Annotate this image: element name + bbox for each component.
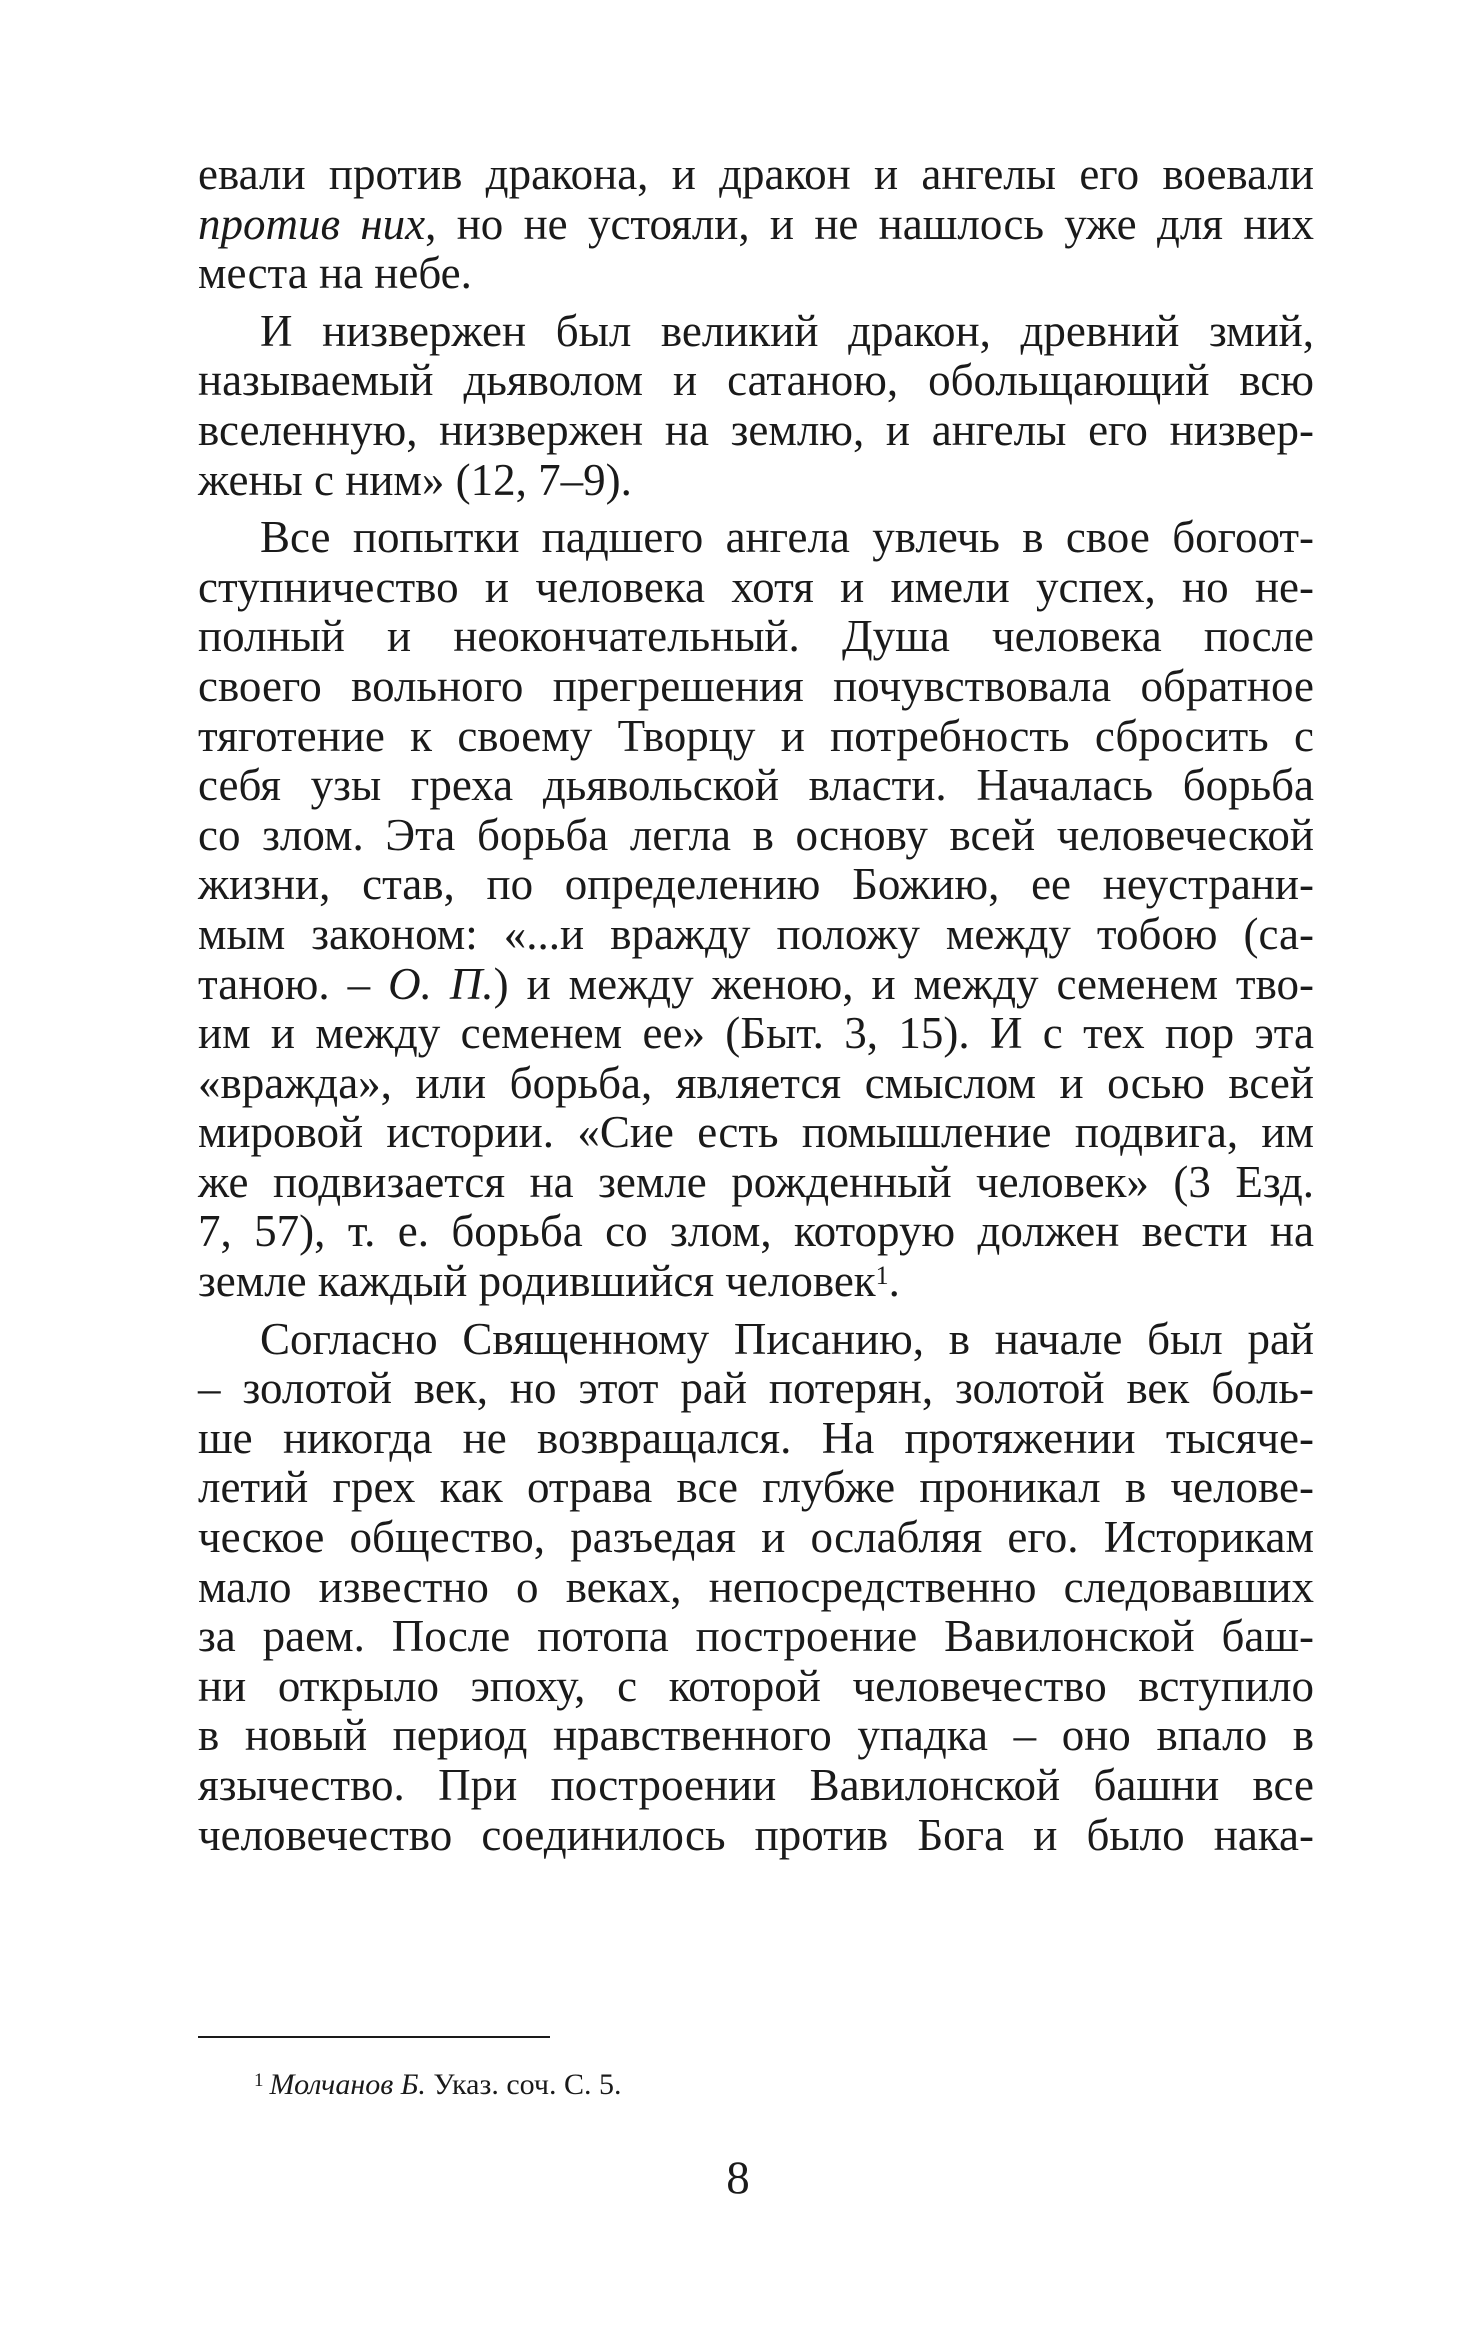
text-line: себя узы греха дьявольской власти. Началась борьба (198, 760, 1314, 811)
footnote-reference: 1 (875, 1261, 889, 1291)
paragraph (198, 1315, 1314, 1861)
text-line: евали против дракона, и дракон и ангелы его воевали (198, 149, 1314, 199)
text-line: им и между семенем ее» (Быт. 3, 15). И с тех пор эта (198, 1008, 1314, 1059)
text-line: Все попытки падшего ангела увлечь в свое богоот- (260, 512, 1314, 563)
text-line: мировой истории. «Сие есть помышление подвига, им (198, 1107, 1314, 1158)
text-line: тяготение к своему Творцу и потребность сбросить с (198, 710, 1314, 761)
text-line: ступничество и человека хотя и имели успех, но не- (198, 561, 1314, 612)
text-line: вселенную, низвержен на землю, и ангелы его низвер- (198, 404, 1314, 455)
text-line: мым законом: «...и вражду положу между тобою (са- (198, 908, 1314, 959)
footnote-marker: 1 (254, 2070, 264, 2091)
text-line: против них, но не устояли, и не нашлось уже для них (198, 198, 1314, 249)
paragraph (198, 307, 1314, 505)
paragraph (198, 513, 1314, 1307)
footnote (254, 2067, 621, 2103)
text-line: земле каждый родившийся человек$^1$. (198, 1256, 900, 1307)
text-line: своего вольного прегрешения почувствовала обратное (198, 660, 1314, 711)
text-line: ни открыло эпоху, с которой человечество вступило (198, 1660, 1314, 1711)
text-line: называемый дьяволом и сатаною, обольщающий всю (198, 355, 1314, 406)
text-line: места на небе. (198, 248, 472, 299)
text-line: Согласно Священному Писанию, в начале был рай (260, 1313, 1314, 1364)
text-line: таною. – О. П.) и между женою, и между семенем тво- (198, 958, 1314, 1009)
text-line: со злом. Эта борьба легла в основу всей человеческой (198, 809, 1314, 860)
footnote-divider (198, 2036, 550, 2038)
text-line: в новый период нравственного упадка – оно впало в (198, 1710, 1314, 1761)
paragraph (198, 150, 1314, 299)
text-line: язычество. При построении Вавилонской башни все (198, 1760, 1314, 1810)
text-line: жены с ним» (12, 7–9). (198, 454, 632, 505)
footnote-author: Молчанов Б. (269, 2068, 426, 2101)
text-line: ше никогда не возвращался. На протяжении тысяче- (198, 1412, 1314, 1463)
text-line: жизни, став, по определению Божию, ее неустрани- (198, 859, 1314, 910)
text-line: ческое общество, разъедая и ослабляя его. Историкам (198, 1512, 1314, 1563)
text-line: же подвизается на земле рожденный человек» (3 Езд. (198, 1156, 1314, 1207)
text-line: за раем. После потопа построение Вавилонской баш- (198, 1611, 1314, 1662)
page-body (198, 150, 1314, 1868)
text-line: – золотой век, но этот рай потерян, золотой век боль- (198, 1363, 1314, 1414)
text-line: 7, 57), т. е. борьба со злом, которую должен вести на (198, 1206, 1314, 1257)
italic-text: О. П. (388, 958, 494, 1009)
text-line: «вражда», или борьба, является смыслом и осью всей (198, 1057, 1314, 1108)
footnote-text: Указ. соч. С. 5. (433, 2068, 622, 2101)
text-line: И низвержен был великий дракон, древний змий, (260, 305, 1314, 356)
page-number: 8 (726, 2152, 750, 2204)
text-line: летий грех как отрава все глубже проникал в челове- (198, 1462, 1314, 1513)
italic-text: против них (198, 198, 426, 249)
text-line: мало известно о веках, непосредственно следовавших (198, 1561, 1314, 1612)
text-line: полный и неокончательный. Душа человека после (198, 611, 1314, 662)
text-line: человечество соединилось против Бога и было нака- (198, 1809, 1314, 1860)
